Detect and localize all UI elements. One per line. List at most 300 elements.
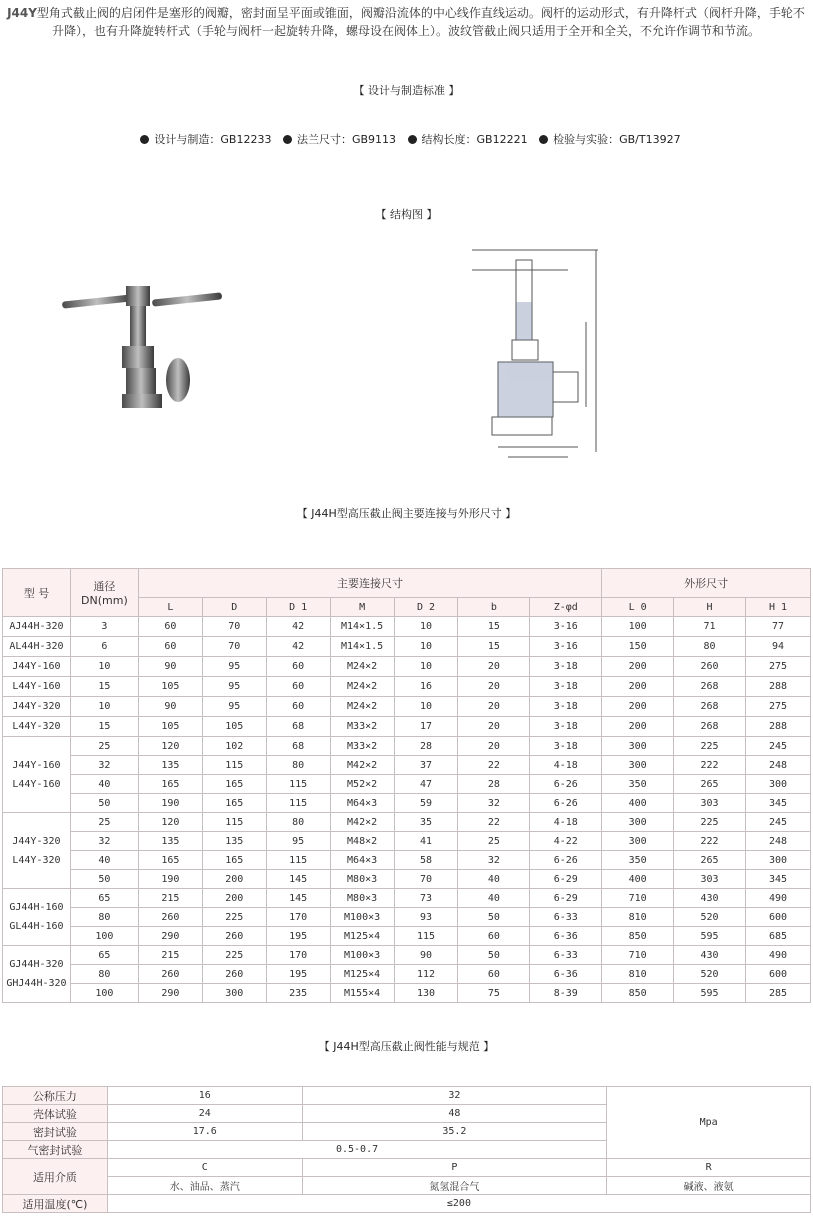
- table-cell: 235: [266, 984, 330, 1003]
- table-cell: 80: [674, 637, 746, 657]
- table-cell: 710: [602, 946, 674, 965]
- table-cell: 95: [266, 832, 330, 851]
- table-cell: 8-39: [530, 984, 602, 1003]
- table-cell: 60: [138, 637, 202, 657]
- table-cell: 80: [70, 908, 138, 927]
- table-cell: 112: [394, 965, 458, 984]
- table-cell: 350: [602, 775, 674, 794]
- column-header: H: [674, 598, 746, 617]
- table-cell: 135: [138, 756, 202, 775]
- table-row: [3, 870, 811, 889]
- table-cell: 16: [394, 677, 458, 697]
- column-header: b: [458, 598, 530, 617]
- table-cell: 3-18: [530, 697, 602, 717]
- table-cell: 225: [674, 737, 746, 756]
- table-cell: 10: [70, 657, 138, 677]
- standards-heading: 【 设计与制造标准 】: [353, 84, 460, 97]
- table-cell: 41: [394, 832, 458, 851]
- table-cell: 490: [746, 946, 811, 965]
- model-cell: [3, 813, 71, 889]
- table-cell: 170: [266, 946, 330, 965]
- table-cell: M64×3: [330, 851, 394, 870]
- table-cell: P: [302, 1159, 607, 1177]
- table-cell: M33×2: [330, 737, 394, 756]
- standard-flange: 法兰尺寸：GB9113: [296, 133, 397, 146]
- table-row: [3, 677, 811, 697]
- table-cell: 100: [602, 617, 674, 637]
- header-dn-unit: DN(mm): [81, 594, 128, 607]
- table-cell: 200: [202, 889, 266, 908]
- model-name: L44Y-160: [12, 778, 61, 790]
- table-cell: 90: [394, 946, 458, 965]
- column-header: L: [138, 598, 202, 617]
- table-row: [3, 657, 811, 677]
- column-header: D: [202, 598, 266, 617]
- table-cell: 80: [266, 756, 330, 775]
- table-cell: 190: [138, 870, 202, 889]
- table-cell: 68: [266, 737, 330, 756]
- table-cell: 3-16: [530, 617, 602, 637]
- table-cell: 32: [302, 1087, 607, 1105]
- table-cell: 268: [674, 677, 746, 697]
- table-cell: 16: [107, 1087, 302, 1105]
- table-cell: 165: [138, 775, 202, 794]
- table-row: [3, 984, 811, 1003]
- table-cell: 42: [266, 637, 330, 657]
- header-main: 主要连接尺寸: [138, 569, 601, 598]
- table-cell: 37: [394, 756, 458, 775]
- table-cell: 50: [458, 946, 530, 965]
- table-cell: 17.6: [107, 1123, 302, 1141]
- table-cell: 15: [70, 717, 138, 737]
- intro-lead: J44Y: [7, 6, 37, 20]
- table-cell: M125×4: [330, 965, 394, 984]
- table-cell: 260: [138, 908, 202, 927]
- table-row: [3, 1087, 811, 1105]
- table-cell: 100: [70, 927, 138, 946]
- table-cell: M155×4: [330, 984, 394, 1003]
- table-cell: 120: [138, 737, 202, 756]
- column-header: M: [330, 598, 394, 617]
- table-cell: 145: [266, 870, 330, 889]
- table-cell: 71: [674, 617, 746, 637]
- performance-heading: 【 J44H型高压截止阀性能与规范 】: [318, 1040, 495, 1053]
- table-cell: 6-29: [530, 870, 602, 889]
- table-row: [3, 813, 811, 832]
- unit-cell: Mpa: [607, 1087, 811, 1159]
- table-cell: M64×3: [330, 794, 394, 813]
- table-row: [3, 1159, 811, 1177]
- table-cell: 165: [202, 775, 266, 794]
- table-cell: 65: [70, 889, 138, 908]
- table-cell: 20: [458, 697, 530, 717]
- table-cell: 520: [674, 908, 746, 927]
- table-cell: 850: [602, 927, 674, 946]
- model-cell: [3, 617, 71, 637]
- standard-length: 结构长度：GB12221: [421, 133, 528, 146]
- table-cell: 氮氢混合气: [302, 1177, 607, 1195]
- dimensions-table: [2, 568, 811, 1003]
- model-cell: [3, 697, 71, 717]
- table-cell: M14×1.5: [330, 637, 394, 657]
- table-cell: 95: [202, 697, 266, 717]
- table-cell: 24: [107, 1105, 302, 1123]
- valve-photo: [62, 282, 247, 422]
- table-cell: M80×3: [330, 870, 394, 889]
- table-cell: 490: [746, 889, 811, 908]
- table-cell: 300: [746, 851, 811, 870]
- column-header: D 1: [266, 598, 330, 617]
- table-cell: 260: [674, 657, 746, 677]
- performance-table: [2, 1086, 811, 1213]
- table-cell: 600: [746, 908, 811, 927]
- table-cell: 68: [266, 717, 330, 737]
- table-cell: 6-26: [530, 775, 602, 794]
- table-cell: 265: [674, 851, 746, 870]
- table-cell: 6-33: [530, 908, 602, 927]
- table-cell: 225: [202, 946, 266, 965]
- table-cell: 25: [458, 832, 530, 851]
- table-cell: 10: [394, 637, 458, 657]
- table-cell: 40: [70, 775, 138, 794]
- table-cell: 595: [674, 984, 746, 1003]
- table-cell: 222: [674, 832, 746, 851]
- table-cell: 32: [458, 851, 530, 870]
- table-cell: 225: [202, 908, 266, 927]
- table-cell: 600: [746, 965, 811, 984]
- model-name: J44Y-160: [12, 661, 61, 672]
- table-cell: 288: [746, 677, 811, 697]
- intro-text: 型角式截止阀的启闭件是塞形的阀瓣，密封面呈平面或锥面，阀瓣沿流体的中心线作直线运动。阀杆的运动形式，有升降杆式（阀杆升降，手轮不升降），也有升降旋转杆式（手轮与阀杆一起旋转升降，螺母设在阀体上）。波纹管截止阀只适用于全开和全关，不允许作调节和节流。: [36, 6, 805, 38]
- column-header: L 0: [602, 598, 674, 617]
- column-header: H 1: [746, 598, 811, 617]
- table-cell: 6-36: [530, 927, 602, 946]
- table-cell: 6: [70, 637, 138, 657]
- model-cell: [3, 737, 71, 813]
- table-cell: 595: [674, 927, 746, 946]
- table-cell: 6-26: [530, 794, 602, 813]
- table-cell: 165: [138, 851, 202, 870]
- model-name: GJ44H-160: [9, 902, 64, 913]
- table-cell: 165: [202, 851, 266, 870]
- table-cell: 70: [394, 870, 458, 889]
- row-label: 壳体试验: [3, 1105, 108, 1123]
- table-row: [3, 851, 811, 870]
- table-cell: 70: [202, 617, 266, 637]
- table-cell: 275: [746, 697, 811, 717]
- table-cell: 105: [202, 717, 266, 737]
- table-cell: 3-18: [530, 677, 602, 697]
- bullet-icon: [539, 135, 548, 144]
- model-cell: [3, 637, 71, 657]
- table-cell: 115: [202, 756, 266, 775]
- table-cell: 32: [70, 832, 138, 851]
- table-cell: ≤200: [107, 1195, 810, 1213]
- table-row: [3, 775, 811, 794]
- table-cell: 260: [138, 965, 202, 984]
- table-cell: 95: [202, 657, 266, 677]
- table-row: [3, 908, 811, 927]
- table-cell: 4-18: [530, 813, 602, 832]
- table-row: [3, 946, 811, 965]
- table-cell: C: [107, 1159, 302, 1177]
- table-cell: 60: [138, 617, 202, 637]
- table-cell: 碱液、液氨: [607, 1177, 811, 1195]
- table-cell: 850: [602, 984, 674, 1003]
- table-cell: 130: [394, 984, 458, 1003]
- table-row: [3, 637, 811, 657]
- table-cell: 248: [746, 832, 811, 851]
- bullet-icon: [408, 135, 417, 144]
- table-cell: 25: [70, 813, 138, 832]
- table-cell: M80×3: [330, 889, 394, 908]
- dimensions-heading: 【 J44H型高压截止阀主要连接与外形尺寸 】: [296, 507, 517, 520]
- table-cell: 65: [70, 946, 138, 965]
- table-cell: 59: [394, 794, 458, 813]
- model-cell: [3, 657, 71, 677]
- table-cell: 810: [602, 965, 674, 984]
- model-cell: [3, 946, 71, 1003]
- table-cell: 430: [674, 946, 746, 965]
- table-cell: 100: [70, 984, 138, 1003]
- model-cell: [3, 889, 71, 946]
- table-row: [3, 737, 811, 756]
- table-cell: 75: [458, 984, 530, 1003]
- table-cell: 150: [602, 637, 674, 657]
- row-label: 气密封试验: [3, 1141, 108, 1159]
- header-dn-label: 通径: [93, 580, 116, 593]
- table-cell: 300: [202, 984, 266, 1003]
- table-cell: 300: [602, 813, 674, 832]
- table-row: [3, 832, 811, 851]
- model-name: L44Y-320: [12, 854, 61, 866]
- table-cell: 90: [138, 697, 202, 717]
- table-cell: 15: [70, 677, 138, 697]
- table-cell: 135: [138, 832, 202, 851]
- table-cell: 60: [458, 927, 530, 946]
- table-cell: 3: [70, 617, 138, 637]
- structure-heading: 【 结构图 】: [375, 208, 438, 221]
- table-cell: 115: [266, 851, 330, 870]
- table-cell: 42: [266, 617, 330, 637]
- table-cell: 40: [458, 870, 530, 889]
- table-cell: 28: [394, 737, 458, 756]
- table-cell: 260: [202, 965, 266, 984]
- table-cell: 90: [138, 657, 202, 677]
- table-cell: 60: [266, 697, 330, 717]
- model-name: GHJ44H-320: [6, 978, 67, 989]
- model-name: J44Y-320: [12, 835, 61, 847]
- header-model: 型 号: [3, 569, 71, 617]
- column-header: Z-φd: [530, 598, 602, 617]
- table-cell: 200: [202, 870, 266, 889]
- table-cell: 35.2: [302, 1123, 607, 1141]
- table-cell: 303: [674, 870, 746, 889]
- table-cell: 195: [266, 965, 330, 984]
- table-cell: 200: [602, 677, 674, 697]
- table-cell: 28: [458, 775, 530, 794]
- table-cell: 268: [674, 697, 746, 717]
- table-cell: 95: [202, 677, 266, 697]
- table-cell: 94: [746, 637, 811, 657]
- table-cell: 115: [202, 813, 266, 832]
- table-cell: 200: [602, 717, 674, 737]
- table-cell: 3-18: [530, 657, 602, 677]
- table-cell: M125×4: [330, 927, 394, 946]
- table-cell: 345: [746, 870, 811, 889]
- table-cell: 93: [394, 908, 458, 927]
- table-cell: 32: [70, 756, 138, 775]
- table-cell: 303: [674, 794, 746, 813]
- table-cell: 115: [266, 794, 330, 813]
- table-cell: 15: [458, 637, 530, 657]
- table-cell: 290: [138, 984, 202, 1003]
- table-cell: 345: [746, 794, 811, 813]
- row-label: 适用温度(℃): [3, 1195, 108, 1213]
- table-cell: 0.5-0.7: [107, 1141, 606, 1159]
- table-cell: 20: [458, 737, 530, 756]
- table-cell: 300: [746, 775, 811, 794]
- table-cell: 115: [394, 927, 458, 946]
- model-name: GJ44H-320: [9, 959, 64, 970]
- table-row: [3, 697, 811, 717]
- table-cell: 400: [602, 870, 674, 889]
- table-cell: 215: [138, 889, 202, 908]
- table-cell: 200: [602, 697, 674, 717]
- table-cell: M42×2: [330, 813, 394, 832]
- row-label: 公称压力: [3, 1087, 108, 1105]
- table-cell: 245: [746, 737, 811, 756]
- table-cell: 520: [674, 965, 746, 984]
- table-cell: M24×2: [330, 657, 394, 677]
- table-cell: 685: [746, 927, 811, 946]
- table-row: [3, 927, 811, 946]
- table-cell: 73: [394, 889, 458, 908]
- table-row: [3, 617, 811, 637]
- table-cell: 50: [70, 794, 138, 813]
- model-cell: [3, 677, 71, 697]
- table-cell: 195: [266, 927, 330, 946]
- row-label: 适用介质: [3, 1159, 108, 1195]
- model-name: AL44H-320: [9, 641, 64, 652]
- table-row: [3, 889, 811, 908]
- table-cell: M100×3: [330, 946, 394, 965]
- table-cell: 288: [746, 717, 811, 737]
- table-row: [3, 794, 811, 813]
- model-name: GL44H-160: [9, 921, 64, 932]
- table-cell: 285: [746, 984, 811, 1003]
- table-cell: 260: [202, 927, 266, 946]
- model-name: J44Y-320: [12, 701, 61, 712]
- table-cell: 115: [266, 775, 330, 794]
- table-cell: R: [607, 1159, 811, 1177]
- table-cell: 105: [138, 717, 202, 737]
- table-cell: 300: [602, 737, 674, 756]
- table-cell: 10: [394, 617, 458, 637]
- bullet-icon: [283, 135, 292, 144]
- table-cell: 水、油品、蒸汽: [107, 1177, 302, 1195]
- table-cell: 300: [602, 756, 674, 775]
- table-cell: 50: [70, 870, 138, 889]
- table-cell: 4-18: [530, 756, 602, 775]
- table-cell: M48×2: [330, 832, 394, 851]
- table-cell: 300: [602, 832, 674, 851]
- table-cell: 80: [266, 813, 330, 832]
- standard-test: 检验与实验：GB/T13927: [553, 133, 681, 146]
- table-cell: M33×2: [330, 717, 394, 737]
- table-cell: 10: [394, 657, 458, 677]
- table-cell: 40: [458, 889, 530, 908]
- table-cell: 60: [266, 677, 330, 697]
- table-cell: 50: [458, 908, 530, 927]
- table-cell: M100×3: [330, 908, 394, 927]
- table-row: [3, 1177, 811, 1195]
- table-cell: 25: [70, 737, 138, 756]
- standard-design: 设计与制造：GB12233: [154, 133, 272, 146]
- table-cell: 222: [674, 756, 746, 775]
- table-cell: 22: [458, 756, 530, 775]
- model-name: L44Y-320: [12, 721, 61, 732]
- model-name: AJ44H-320: [9, 621, 64, 632]
- table-cell: 3-16: [530, 637, 602, 657]
- table-header-row: [3, 569, 811, 598]
- table-cell: M42×2: [330, 756, 394, 775]
- table-cell: M52×2: [330, 775, 394, 794]
- bullet-icon: [140, 135, 149, 144]
- model-name: J44Y-160: [12, 759, 61, 771]
- table-cell: M14×1.5: [330, 617, 394, 637]
- header-dn: [70, 569, 138, 617]
- table-cell: 430: [674, 889, 746, 908]
- table-cell: 120: [138, 813, 202, 832]
- table-cell: 245: [746, 813, 811, 832]
- table-cell: 810: [602, 908, 674, 927]
- table-cell: 290: [138, 927, 202, 946]
- table-cell: 60: [266, 657, 330, 677]
- table-cell: 3-18: [530, 717, 602, 737]
- table-cell: 77: [746, 617, 811, 637]
- table-cell: 135: [202, 832, 266, 851]
- table-cell: 265: [674, 775, 746, 794]
- table-cell: 47: [394, 775, 458, 794]
- table-cell: 22: [458, 813, 530, 832]
- table-cell: 40: [70, 851, 138, 870]
- table-cell: 10: [70, 697, 138, 717]
- table-cell: 145: [266, 889, 330, 908]
- table-cell: 15: [458, 617, 530, 637]
- table-cell: 190: [138, 794, 202, 813]
- table-cell: 710: [602, 889, 674, 908]
- row-label: 密封试验: [3, 1123, 108, 1141]
- table-cell: 4-22: [530, 832, 602, 851]
- table-row: [3, 756, 811, 775]
- standards-line: [0, 131, 813, 147]
- table-cell: M24×2: [330, 697, 394, 717]
- table-cell: 165: [202, 794, 266, 813]
- table-cell: 105: [138, 677, 202, 697]
- table-cell: 200: [602, 657, 674, 677]
- table-cell: 400: [602, 794, 674, 813]
- table-cell: 10: [394, 697, 458, 717]
- table-cell: 275: [746, 657, 811, 677]
- table-row: [3, 965, 811, 984]
- column-header: D 2: [394, 598, 458, 617]
- table-cell: 6-33: [530, 946, 602, 965]
- table-row: [3, 717, 811, 737]
- table-cell: 225: [674, 813, 746, 832]
- table-cell: 6-36: [530, 965, 602, 984]
- table-cell: 32: [458, 794, 530, 813]
